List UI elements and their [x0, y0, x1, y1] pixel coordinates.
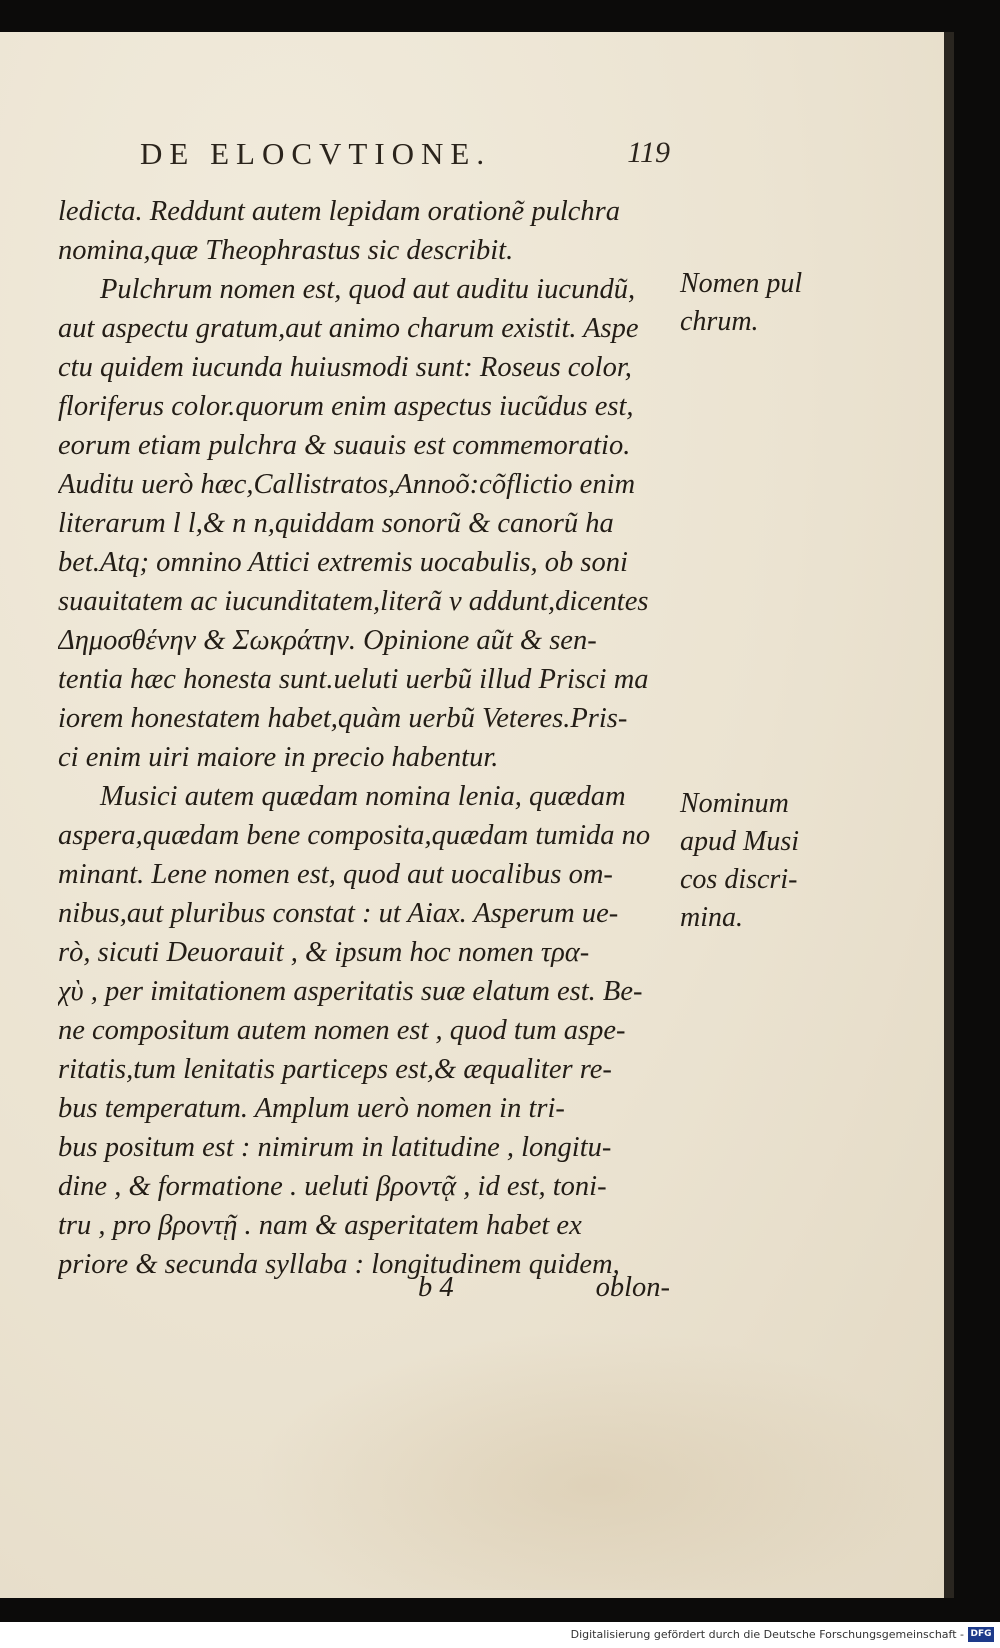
text-line: ne compositum autem nomen est , quod tum aspe-: [58, 1015, 626, 1046]
text-line: suauitatem ac iucunditatem,literã ν addunt,dicentes: [58, 586, 649, 617]
marginal-line: Nominum: [680, 788, 789, 819]
page-edge: [944, 32, 954, 1598]
signature-mark: b 4: [418, 1272, 454, 1303]
marginal-line: chrum.: [680, 306, 759, 337]
body-text: [58, 192, 670, 1284]
text-line: tru , pro βροντῇ . nam & asperitatem habet ex: [58, 1210, 582, 1241]
text-line: bus positum est : nimirum in latitudine , longitu-: [58, 1132, 612, 1163]
marginal-line: mina.: [680, 902, 743, 933]
dfg-credit: Digitalisierung gefördert durch die Deutsche Forschungsgemeinschaft -: [570, 1628, 964, 1641]
marginal-line: cos discri-: [680, 864, 798, 895]
text-line: Pulchrum nomen est, quod aut auditu iucundũ,: [100, 274, 636, 305]
text-line: Musici autem quædam nomina lenia, quædam: [100, 781, 626, 812]
text-line: dine , & formatione . ueluti βροντᾷ , id est, toni-: [58, 1171, 607, 1202]
text-line: nomina,quæ Theophrastus sic describit.: [58, 235, 514, 266]
text-line: χὺ , per imitationem asperitatis suæ elatum est. Be-: [58, 976, 643, 1007]
text-line: minant. Lene nomen est, quod aut uocalibus om-: [58, 859, 613, 890]
text-line: floriferus color.quorum enim aspectus iucũdus est,: [58, 391, 634, 422]
catchword: oblon-: [595, 1272, 670, 1303]
footer-bar: [0, 1622, 1000, 1648]
text-line: ci enim uiri maiore in precio habentur.: [58, 742, 499, 773]
text-line: iorem honestatem habet,quàm uerbũ Veteres.Pris-: [58, 703, 628, 734]
marginal-note-pulchrum: [680, 265, 930, 341]
marginal-line: apud Musi: [680, 826, 799, 857]
text-line: ledicta. Reddunt autem lepidam orationẽ pulchra: [58, 196, 620, 227]
signature-line: [58, 1272, 670, 1312]
marginal-line: Nomen pul: [680, 268, 803, 299]
text-line: eorum etiam pulchra & suauis est commemoratio.: [58, 430, 631, 461]
text-line: Δημοσθένην & Σωκράτην. Opinione aũt & sen-: [58, 625, 597, 656]
text-line: aspera,quædam bene composita,quædam tumida no: [58, 820, 651, 851]
text-line: ctu quidem iucunda huiusmodi sunt: Roseus color,: [58, 352, 632, 383]
text-line: bet.Atq; omnino Attici extremis uocabulis, ob soni: [58, 547, 628, 578]
text-line: Auditu uerò hæc,Callistratos,Annoõ:cõflictio enim: [58, 469, 636, 500]
marginal-note-nominum: [680, 785, 930, 937]
text-line: nibus,aut pluribus constat : ut Aiax. Asperum ue-: [58, 898, 619, 929]
text-line: bus temperatum. Amplum uerò nomen in tri-: [58, 1093, 565, 1124]
text-line: priore & secunda syllaba : longitudinem quidem,: [58, 1249, 620, 1280]
running-title: DE ELOCVTIONE.: [140, 136, 492, 171]
text-line: literarum l l,& n n,quiddam sonorũ & canorũ ha: [58, 508, 614, 539]
text-line: ritatis,tum lenitatis particeps est,& æqualiter re-: [58, 1054, 612, 1085]
text-line: tentia hæc honesta sunt.ueluti uerbũ illud Prisci ma: [58, 664, 649, 695]
dfg-logo-icon: DFG: [968, 1627, 994, 1642]
page-number: 119: [627, 136, 670, 169]
text-line: aut aspectu gratum,aut animo charum existit. Aspe: [58, 313, 639, 344]
text-line: rò, sicuti Deuorauit , & ipsum hoc nomen τρα-: [58, 937, 590, 968]
paper-stain: [250, 1330, 940, 1590]
running-head: [140, 136, 670, 176]
